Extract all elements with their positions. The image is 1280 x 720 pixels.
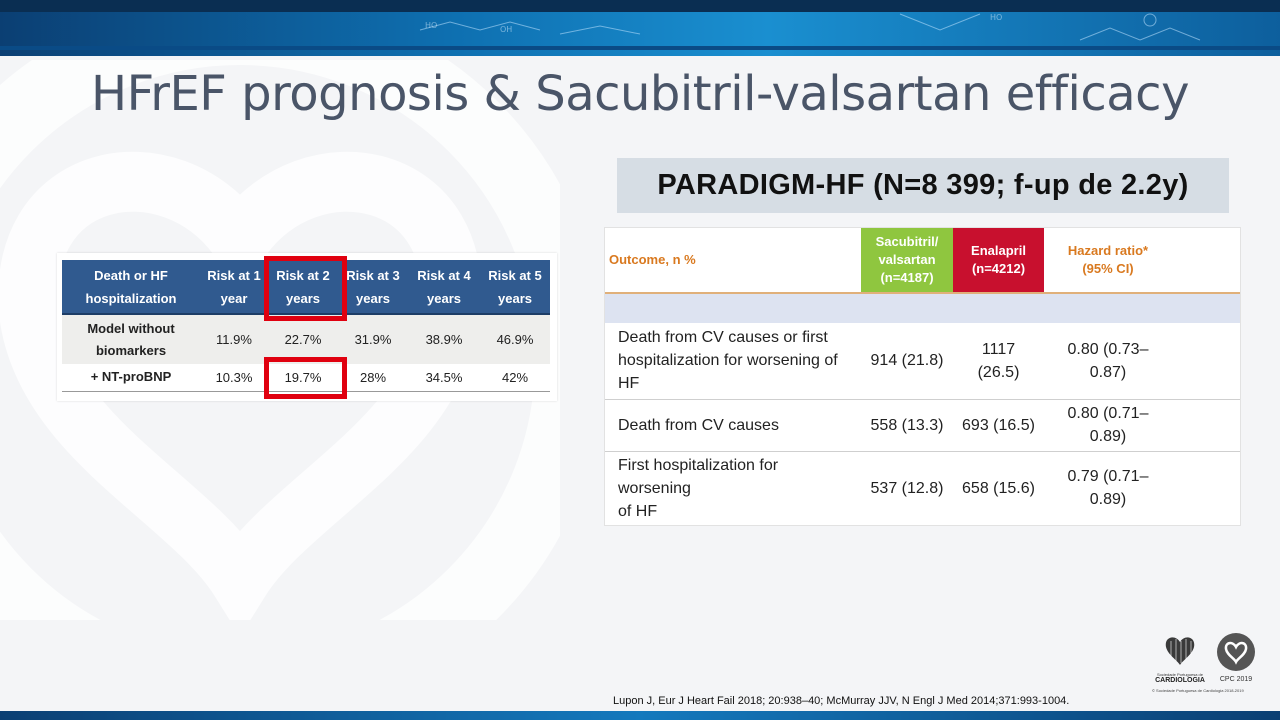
header-risk-4y: Risk at 4 years bbox=[408, 260, 480, 314]
hazard-value: 0.80 (0.71– 0.89) bbox=[1044, 399, 1172, 451]
table-cell: 19.7% bbox=[268, 364, 338, 391]
header-risk-5y: Risk at 5 years bbox=[480, 260, 550, 314]
header-enalapril bbox=[953, 228, 1044, 293]
hazard-value: 0.79 (0.71– 0.89) bbox=[1067, 468, 1149, 509]
header-hazard-ratio bbox=[1044, 228, 1172, 293]
table-cell: 22.7% bbox=[268, 314, 338, 364]
outcome-header-row bbox=[605, 228, 1240, 293]
table-cell: 46.9% bbox=[480, 314, 550, 364]
table-cell: 38.9% bbox=[408, 314, 480, 364]
header-sacubitril-line1: Sacubitril/ bbox=[875, 234, 939, 249]
header-empty bbox=[1172, 228, 1240, 293]
header-sacubitril-line3: (n=4187) bbox=[880, 270, 934, 285]
outcome-table-panel bbox=[604, 227, 1241, 526]
table-cell: 34.5% bbox=[408, 364, 480, 391]
svg-text:HO: HO bbox=[425, 21, 438, 30]
header-enalapril-line1: Enalapril bbox=[971, 243, 1026, 258]
trial-banner: PARADIGM-HF (N=8 399; f-up de 2.2y) bbox=[617, 158, 1229, 213]
bottom-strip bbox=[0, 711, 1280, 720]
table-cell: 11.9% bbox=[200, 314, 268, 364]
outcome-label: First hospitalization for worsening of HF bbox=[618, 456, 779, 520]
cpc-logo bbox=[1214, 633, 1258, 689]
row-label: + NT-proBNP bbox=[62, 364, 200, 391]
header-hazard-line1: Hazard ratio* bbox=[1067, 243, 1149, 258]
sacubitril-value: 537 (12.8) bbox=[870, 479, 944, 497]
table-row bbox=[605, 399, 1240, 451]
header-death-hf: Death or HF hospitalization bbox=[62, 260, 200, 314]
table-cell: 10.3% bbox=[200, 364, 268, 391]
enalapril-value: 1117 (26.5) bbox=[953, 323, 1044, 399]
spc-name-text: CARDIOLOGIA bbox=[1155, 677, 1205, 684]
sacubitril-value: 558 (13.3) bbox=[861, 399, 953, 451]
header-enalapril-line2: (n=4212) bbox=[971, 261, 1026, 276]
enalapril-value: 658 (15.6) bbox=[962, 479, 1035, 497]
slide-title: HFrEF prognosis & Sacubitril-valsartan efficacy bbox=[91, 66, 1189, 122]
highlight-box-header bbox=[264, 256, 347, 321]
risk-table-panel bbox=[57, 253, 557, 401]
header-outcome: Outcome, n % bbox=[605, 228, 861, 293]
table-cell: 28% bbox=[338, 364, 408, 391]
cpc-text: CPC 2019 bbox=[1219, 676, 1253, 683]
sacubitril-value: 914 (21.8) bbox=[861, 323, 953, 399]
spc-logo bbox=[1150, 633, 1210, 691]
references-footnote: Lupon J, Eur J Heart Fail 2018; 20:938–40; McMurray JJV, N Engl J Med 2014;371:993-1004. bbox=[613, 695, 1070, 707]
outcome-table bbox=[605, 228, 1240, 525]
cpc-heart-icon bbox=[1217, 633, 1255, 671]
header-risk-2y: Risk at 2 years bbox=[268, 260, 338, 314]
svg-text:HO: HO bbox=[990, 13, 1003, 22]
spc-small-text: Sociedade Portuguesa de bbox=[1156, 672, 1204, 677]
outcome-label: Death from CV causes or first hospitalization for worsening of HF bbox=[605, 323, 861, 399]
spc-heart-icon bbox=[1163, 633, 1197, 667]
header-sacubitril-line2: valsartan bbox=[878, 252, 936, 267]
svg-text:OH: OH bbox=[500, 25, 513, 34]
table-cell: 42% bbox=[480, 364, 550, 391]
outcome-label: Death from CV causes bbox=[605, 399, 861, 451]
header-hazard-line2: (95% CI) bbox=[1082, 261, 1134, 276]
header-risk-3y: Risk at 3 years bbox=[338, 260, 408, 314]
enalapril-value: 693 (16.5) bbox=[953, 399, 1044, 451]
row-label: Model without biomarkers bbox=[62, 314, 200, 364]
highlight-box-value bbox=[264, 357, 347, 399]
hazard-value: 0.80 (0.73– 0.87) bbox=[1044, 323, 1172, 399]
table-row bbox=[605, 323, 1240, 399]
spacer-row bbox=[605, 293, 1240, 323]
header-sacubitril bbox=[861, 228, 953, 293]
logo-caption: © Sociedade Portuguesa de Cardiologia 2018-2019 bbox=[1152, 688, 1244, 693]
header-risk-1y: Risk at 1 year bbox=[200, 260, 268, 314]
table-row bbox=[605, 451, 1240, 525]
banner-bottom-line bbox=[0, 46, 1280, 50]
table-cell: 31.9% bbox=[338, 314, 408, 364]
top-banner bbox=[0, 0, 1280, 56]
